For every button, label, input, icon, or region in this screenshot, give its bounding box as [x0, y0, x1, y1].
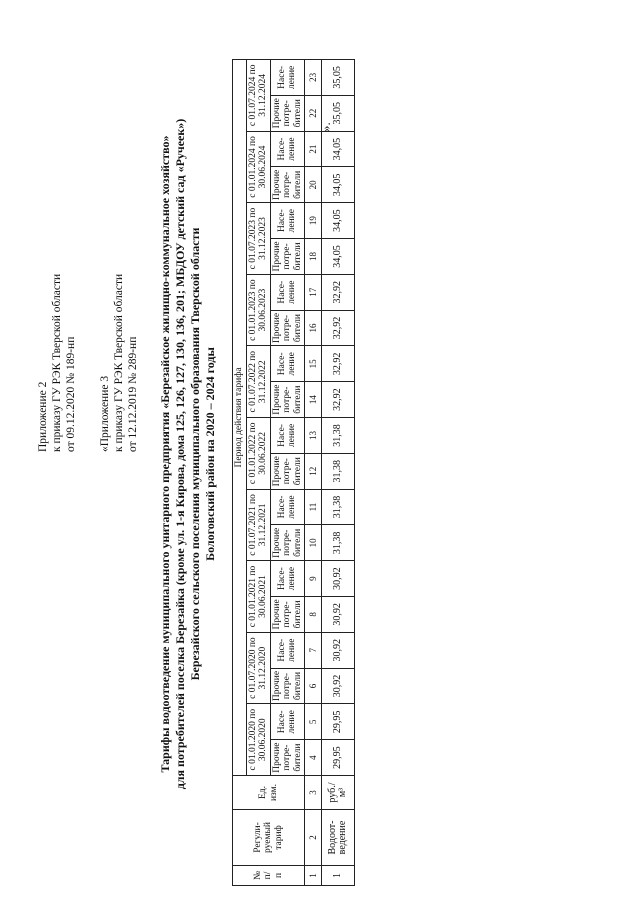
column-number-7: 7	[305, 632, 322, 668]
tariff-value-10: 31,38	[322, 418, 355, 454]
column-number-23: 23	[305, 59, 322, 95]
appendix-2-title: Приложение 2	[37, 381, 49, 452]
tariff-value-11: 32,92	[322, 382, 355, 418]
tariff-value-13: 32,92	[322, 310, 355, 346]
tariff-value-19: 35,05	[322, 95, 355, 131]
subheader-other-consumers: Прочие потре-бители	[270, 597, 305, 633]
subheader-population: Насе-ление	[270, 131, 305, 167]
tariff-value-3: 30,92	[322, 668, 355, 704]
subheader-other-consumers: Прочие потре-бители	[270, 167, 305, 203]
subheader-other-consumers: Прочие потре-бители	[270, 453, 305, 489]
column-number-6: 6	[305, 668, 322, 704]
title-line-2: для потребителей поселка Березайка (кроме ул. 1-я Кирова, дома 125, 126, 127, 130, 136, 201; МБДОУ детский сад «Ручеек»)	[173, 118, 187, 790]
table-row	[322, 59, 355, 885]
subheader-population: Насе-ление	[270, 561, 305, 597]
subheader-population: Насе-ление	[270, 274, 305, 310]
subheader-other-consumers: Прочие потре-бители	[270, 239, 305, 275]
column-number-14: 14	[305, 382, 322, 418]
tariff-value-15: 34,05	[322, 239, 355, 275]
subheader-population: Насе-ление	[270, 704, 305, 740]
subheader-population: Насе-ление	[270, 203, 305, 239]
tariff-value-4: 30,92	[322, 632, 355, 668]
subheader-population: Насе-ление	[270, 489, 305, 525]
column-number-17: 17	[305, 274, 322, 310]
column-number-8: 8	[305, 597, 322, 633]
column-number-18: 18	[305, 239, 322, 275]
subheader-population: Насе-ление	[270, 346, 305, 382]
column-number-20: 20	[305, 167, 322, 203]
subheader-population: Насе-ление	[270, 632, 305, 668]
tariff-value-14: 32,92	[322, 274, 355, 310]
tariff-value-18: 34,05	[322, 131, 355, 167]
column-number-3: 3	[305, 776, 322, 810]
tariff-value-16: 34,05	[322, 203, 355, 239]
table-header-periods	[246, 59, 270, 885]
period-header-4: с 01.07.2021 по 31.12.2021	[246, 489, 270, 561]
period-header-6: с 01.07.2022 по 31.12.2022	[246, 346, 270, 418]
subheader-other-consumers: Прочие потре-бители	[270, 525, 305, 561]
period-header-8: с 01.07.2023 по 31.12.2023	[246, 203, 270, 275]
header-period: Период действия тарифа	[233, 59, 247, 775]
tariff-value-6: 30,92	[322, 561, 355, 597]
header-unit: Ед. изм.	[233, 776, 305, 810]
tariff-table	[232, 59, 355, 886]
document-title	[158, 44, 218, 864]
column-number-4: 4	[305, 740, 322, 776]
period-header-1: с 01.01.2020 по 30.06.2020	[246, 704, 270, 776]
column-number-16: 16	[305, 310, 322, 346]
period-header-7: с 01.01.2023 по 30.06.2023	[246, 274, 270, 346]
header-tariff: Регули-руемый тариф	[233, 810, 305, 866]
column-number-21: 21	[305, 131, 322, 167]
column-number-1: 1	[305, 866, 322, 886]
column-number-9: 9	[305, 561, 322, 597]
subheader-population: Насе-ление	[270, 418, 305, 454]
title-line-1: Тарифы водоотведение муниципального унитарного предприятия «Березайское жилищно-коммунальное хозяйство»	[158, 135, 172, 773]
row-no: 1	[322, 866, 355, 886]
appendix-3-header	[98, 274, 140, 452]
appendix-2-header	[36, 274, 78, 452]
period-header-2: с 01.07.2020 по 31.12.2020	[246, 632, 270, 704]
column-number-19: 19	[305, 203, 322, 239]
header-no: № п/ п	[233, 866, 305, 886]
column-number-11: 11	[305, 489, 322, 525]
title-line-3: Березайского сельского поселения муниципального образования Тверской области	[188, 227, 202, 681]
subheader-other-consumers: Прочие потре-бители	[270, 310, 305, 346]
column-number-5: 5	[305, 704, 322, 740]
tariff-value-1: 29,95	[322, 740, 355, 776]
column-number-15: 15	[305, 346, 322, 382]
subheader-other-consumers: Прочие потре-бители	[270, 95, 305, 131]
tariff-value-5: 30,92	[322, 597, 355, 633]
tariff-value-20: 35,05	[322, 59, 355, 95]
subheader-other-consumers: Прочие потре-бители	[270, 740, 305, 776]
subheader-other-consumers: Прочие потре-бители	[270, 382, 305, 418]
closing-quote: ».	[318, 122, 333, 132]
column-number-13: 13	[305, 418, 322, 454]
row-tariff: Водоот-ведение	[322, 810, 355, 866]
table-header-row-1	[233, 59, 247, 885]
title-line-4: Бологовский район на 2020 – 2024 годы	[203, 347, 217, 561]
subheader-other-consumers: Прочие потре-бители	[270, 668, 305, 704]
subheader-population: Насе-ление	[270, 59, 305, 95]
tariff-value-2: 29,95	[322, 704, 355, 740]
period-header-10: с 01.07.2024 по 31.12.2024	[246, 59, 270, 131]
row-unit: руб./м³	[322, 776, 355, 810]
tariff-value-7: 31,38	[322, 525, 355, 561]
column-numbers-row	[305, 59, 322, 885]
table-header-subcolumns	[270, 59, 305, 885]
period-header-3: с 01.01.2021 по 30.06.2021	[246, 561, 270, 633]
tariff-value-12: 32,92	[322, 346, 355, 382]
column-number-10: 10	[305, 525, 322, 561]
tariff-value-17: 34,05	[322, 167, 355, 203]
period-header-5: с 01.01.2022 по 30.06.2022	[246, 418, 270, 490]
column-number-22: 22	[305, 95, 322, 131]
appendix-3-title: «Приложение 3	[99, 375, 111, 452]
tariff-value-9: 31,38	[322, 453, 355, 489]
period-header-9: с 01.01.2024 по 30.06.2024	[246, 131, 270, 203]
tariff-value-8: 31,38	[322, 489, 355, 525]
appendix-3-line2: от 12.12.2019 № 289-нп	[127, 336, 139, 452]
column-number-2: 2	[305, 810, 322, 866]
appendix-2-line2: от 09.12.2020 № 189-нп	[65, 336, 77, 452]
appendix-2-line1: к приказу ГУ РЭК Тверской области	[51, 273, 63, 452]
appendix-3-line1: к приказу ГУ РЭК Тверской области	[113, 273, 125, 452]
column-number-12: 12	[305, 453, 322, 489]
